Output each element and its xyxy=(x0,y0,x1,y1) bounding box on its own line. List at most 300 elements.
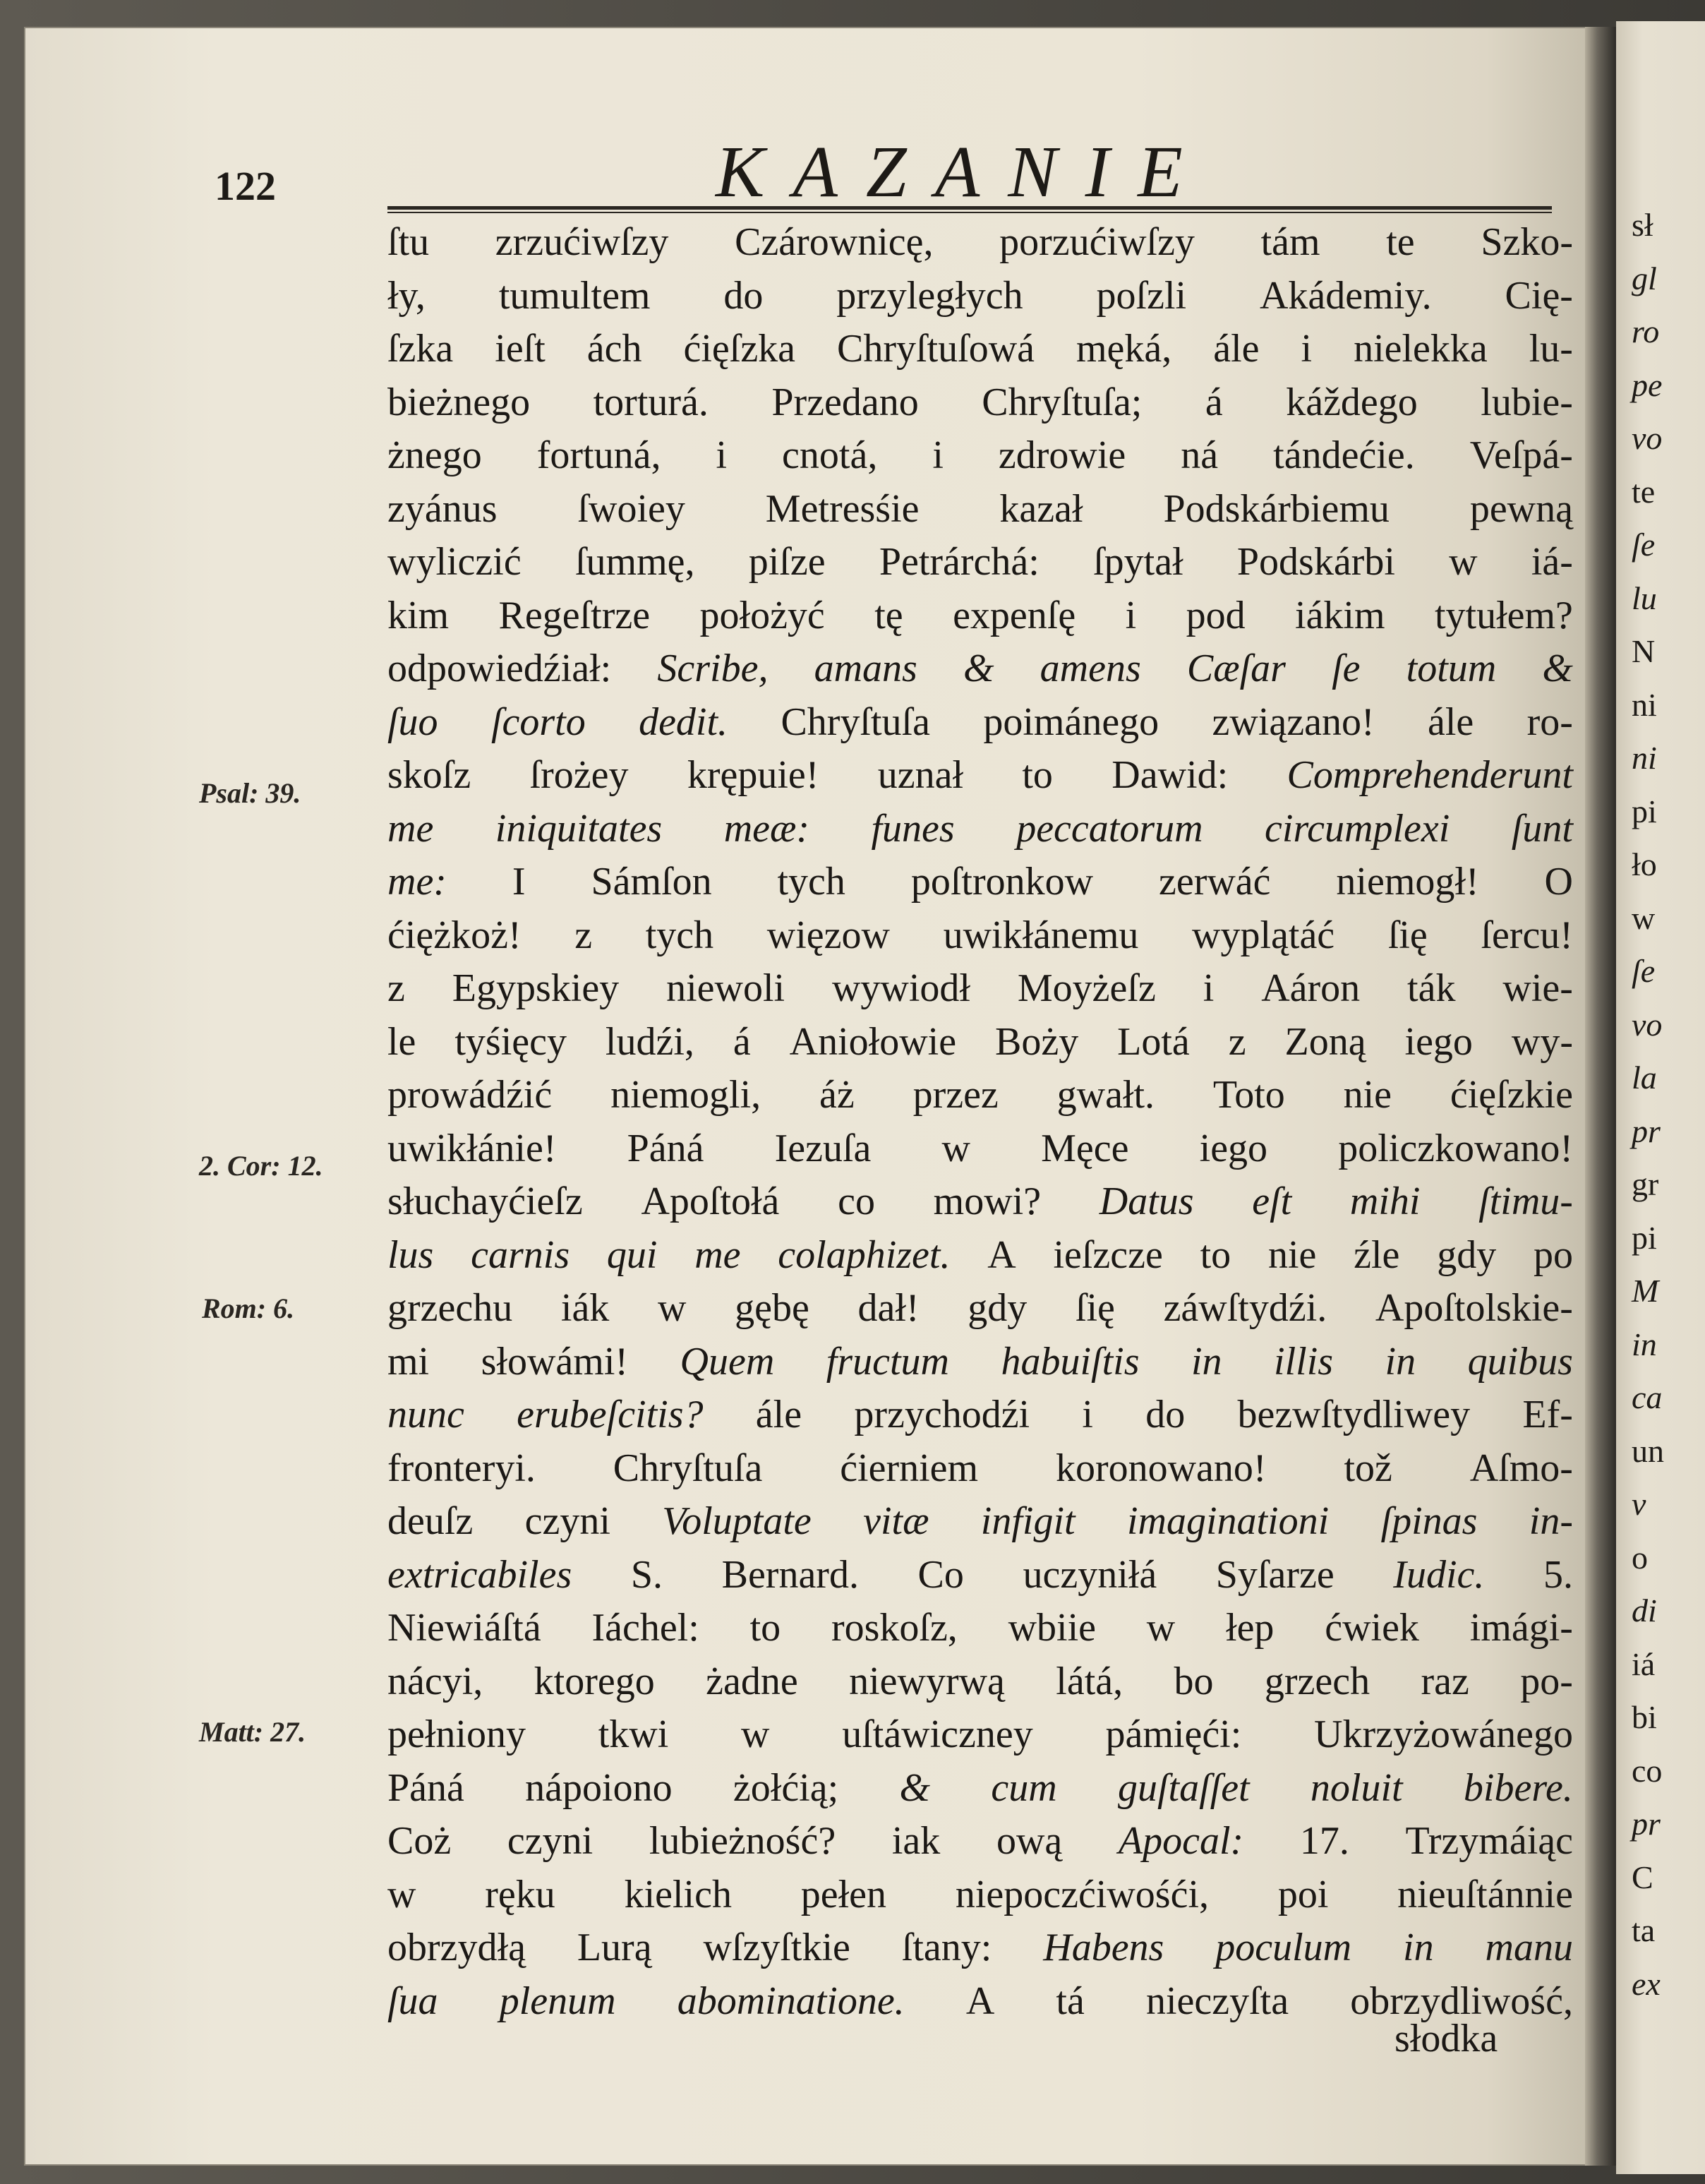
italic-word: illis xyxy=(1274,1339,1334,1384)
italic-word: Iudic. xyxy=(1393,1552,1485,1597)
text-line xyxy=(387,536,1573,589)
word: zerwáć xyxy=(1158,860,1271,904)
word: ćiężkoż! xyxy=(387,913,522,957)
text-line xyxy=(387,1336,1573,1389)
word: Lotá xyxy=(1117,1019,1190,1064)
page-header xyxy=(24,126,1613,212)
word: Dawid: xyxy=(1111,753,1229,797)
word: gdy xyxy=(1437,1232,1497,1277)
italic-word: in xyxy=(1403,1926,1434,1969)
word: i xyxy=(716,433,728,477)
word: czyni xyxy=(507,1819,594,1863)
word: mowi? xyxy=(933,1180,1042,1223)
word: tyśięcy xyxy=(454,1019,567,1064)
italic-word: amens xyxy=(1040,647,1141,690)
word: Cię- xyxy=(1505,273,1573,318)
page-body-text xyxy=(387,216,1573,2028)
text-line xyxy=(387,856,1573,909)
word: słuchayćieſz xyxy=(387,1180,583,1223)
word: odpowiedźiał: xyxy=(387,647,612,690)
word: torturá. xyxy=(593,380,709,424)
italic-word: me xyxy=(694,1232,741,1277)
facing-page-fragment: w xyxy=(1632,899,1656,936)
word: Szko- xyxy=(1481,220,1573,264)
word: imági- xyxy=(1469,1606,1573,1650)
word: iá- xyxy=(1531,540,1573,584)
word: iego xyxy=(1404,1019,1473,1064)
word: i xyxy=(932,433,944,477)
word: w xyxy=(657,1286,687,1330)
word: te xyxy=(1386,220,1415,264)
text-line xyxy=(387,429,1573,483)
italic-word: lus xyxy=(387,1232,434,1277)
italic-word: Datus xyxy=(1099,1180,1194,1223)
facing-page-fragment: in xyxy=(1632,1326,1657,1362)
facing-page-fragment: gr xyxy=(1632,1166,1659,1202)
word: dał! xyxy=(857,1286,920,1330)
facing-page-fragment: vo xyxy=(1632,1006,1663,1043)
word: prowádźić xyxy=(387,1073,553,1117)
word: wſzyſtkie xyxy=(703,1926,850,1969)
word: Metresśie xyxy=(765,486,920,531)
margin-note: 2. Cor: 12. xyxy=(199,1150,323,1182)
word: z xyxy=(387,966,405,1010)
word: pewną xyxy=(1469,486,1573,531)
facing-page-fragment: o xyxy=(1632,1539,1648,1576)
word: uſtáwiczney xyxy=(842,1712,1033,1756)
word: poimánego xyxy=(983,700,1159,744)
word: ludźi, xyxy=(605,1019,694,1064)
word: Co xyxy=(917,1552,964,1597)
word: A xyxy=(965,1979,995,2023)
word: pámięći: xyxy=(1105,1712,1242,1756)
word: cnotá, xyxy=(782,433,878,477)
word: Bernard. xyxy=(721,1552,859,1597)
text-line xyxy=(387,1175,1573,1229)
text-line xyxy=(387,1442,1573,1496)
word: policzkowano! xyxy=(1338,1126,1573,1170)
word: ro- xyxy=(1526,700,1573,744)
word: fronteryi. xyxy=(387,1446,536,1490)
word: związano! xyxy=(1212,700,1375,744)
word: po xyxy=(1533,1232,1573,1277)
italic-word: fructum xyxy=(826,1339,949,1384)
word: S. xyxy=(630,1552,663,1597)
word: iák xyxy=(560,1286,610,1330)
italic-word: ſtimu- xyxy=(1478,1180,1573,1223)
word: co xyxy=(838,1180,875,1223)
facing-page-edge xyxy=(1616,21,1705,2174)
italic-word: qui xyxy=(606,1232,658,1277)
word: deuſz xyxy=(387,1499,474,1543)
word: tá xyxy=(1056,1979,1085,2023)
word: w xyxy=(941,1126,970,1170)
italic-word: Voluptate xyxy=(662,1499,812,1543)
word: Veſpá- xyxy=(1469,433,1573,477)
margin-note: Matt: 27. xyxy=(199,1716,306,1748)
word: nie xyxy=(1343,1073,1392,1117)
word: więzow xyxy=(766,913,890,957)
word: Toto xyxy=(1212,1073,1285,1117)
text-line xyxy=(387,1069,1573,1122)
word: i xyxy=(1082,1393,1093,1436)
italic-word: erubeſcitis? xyxy=(517,1393,704,1436)
word: i xyxy=(1125,593,1137,637)
word: lubieżność? xyxy=(649,1819,836,1863)
word: iak xyxy=(891,1819,941,1863)
facing-page-fragment: un xyxy=(1632,1432,1664,1469)
word: mi xyxy=(387,1339,430,1384)
facing-page-fragment: pi xyxy=(1632,793,1657,829)
word: zrzućiwſzy xyxy=(495,220,669,264)
word: ſwoiey xyxy=(577,486,685,531)
word: bezwſtydliwey xyxy=(1237,1393,1471,1436)
text-line xyxy=(387,1708,1573,1762)
italic-word: ſcorto xyxy=(490,700,586,744)
word: Lurą xyxy=(577,1926,652,1969)
text-line xyxy=(387,270,1573,323)
word: przyległych xyxy=(836,273,1023,318)
text-line xyxy=(387,696,1573,750)
italic-word: extricabiles xyxy=(387,1552,572,1597)
italic-word: ſunt xyxy=(1511,806,1573,851)
text-line xyxy=(387,749,1573,803)
word: poſzli xyxy=(1096,273,1187,318)
facing-page-fragment: ta xyxy=(1632,1912,1656,1948)
word: wywiodł xyxy=(831,966,970,1010)
facing-page-fragment: gl xyxy=(1632,260,1657,296)
word: ręku xyxy=(485,1872,555,1916)
italic-word: dedit. xyxy=(639,700,728,744)
facing-page-fragment: ca xyxy=(1632,1379,1663,1415)
italic-word: infigit xyxy=(980,1499,1076,1543)
italic-word: circumplexi xyxy=(1265,806,1450,851)
word: męká, xyxy=(1076,327,1172,371)
word: Przedano xyxy=(771,380,919,424)
word: Podskárbiemu xyxy=(1163,486,1390,531)
word: tytułem? xyxy=(1434,593,1573,637)
italic-word: quibus xyxy=(1467,1339,1573,1384)
word: położyć xyxy=(699,593,825,637)
text-line xyxy=(387,1016,1573,1069)
word: I xyxy=(512,860,526,904)
text-line xyxy=(387,483,1573,536)
facing-page-fragment: pe xyxy=(1632,366,1663,403)
facing-page-fragment: N xyxy=(1632,633,1656,669)
text-line xyxy=(387,1495,1573,1549)
word: Sámſon xyxy=(591,860,712,904)
word: ách xyxy=(586,327,642,371)
word: Chryſtuſa; xyxy=(982,380,1143,424)
page-number: 122 xyxy=(215,163,276,209)
italic-word: Habens xyxy=(1043,1926,1164,1969)
word: uznał xyxy=(877,753,964,797)
word: w xyxy=(741,1712,770,1756)
text-line xyxy=(387,962,1573,1016)
word: ſummę, xyxy=(574,540,695,584)
word: ſię xyxy=(1075,1286,1115,1330)
word: pełen xyxy=(800,1872,887,1916)
word: A xyxy=(987,1232,1016,1277)
word: Ef- xyxy=(1522,1393,1573,1436)
word: ſzka xyxy=(387,327,454,371)
word: lu- xyxy=(1529,327,1573,371)
margin-note: Psal: 39. xyxy=(199,777,301,809)
word: łep xyxy=(1226,1606,1275,1650)
word: ćięſzkie xyxy=(1450,1073,1573,1117)
italic-word: funes xyxy=(871,806,955,851)
word: ły, xyxy=(387,273,426,318)
italic-word: totum xyxy=(1406,647,1497,690)
word: koronowano! xyxy=(1055,1446,1267,1490)
italic-word: & xyxy=(1542,647,1573,690)
word: to xyxy=(1022,753,1053,797)
word: ná xyxy=(1181,433,1219,477)
italic-word: me xyxy=(387,806,434,851)
italic-word: in xyxy=(1191,1339,1222,1384)
word: uwikłánemu xyxy=(943,913,1139,957)
italic-word: Scribe, xyxy=(657,647,769,690)
word: ſrożey xyxy=(529,753,629,797)
italic-word: Comprehenderunt xyxy=(1287,753,1573,797)
word: czyni xyxy=(524,1499,610,1543)
word: ćięſzka xyxy=(683,327,796,371)
facing-page-fragment: ſe xyxy=(1632,953,1656,989)
facing-page-fragment: ni xyxy=(1632,740,1657,776)
text-line xyxy=(387,1602,1573,1655)
word: nieuſtánnie xyxy=(1397,1872,1573,1916)
word: tych xyxy=(777,860,845,904)
italic-word: noluit xyxy=(1310,1765,1403,1810)
facing-page-fragment: pr xyxy=(1632,1112,1661,1149)
italic-word: Cæſar xyxy=(1186,647,1286,690)
word: słowámi! xyxy=(481,1339,629,1384)
italic-word: in xyxy=(1385,1339,1416,1384)
word: ieſt xyxy=(495,327,546,371)
word: tę xyxy=(874,593,903,637)
facing-page-fragment: ło xyxy=(1632,846,1657,882)
word: pod xyxy=(1186,593,1246,637)
italic-word: bibere. xyxy=(1463,1765,1573,1810)
word: Apoſtolskie- xyxy=(1375,1286,1573,1330)
word: Apoſtołá xyxy=(641,1180,780,1223)
italic-word: eſt xyxy=(1252,1180,1292,1223)
word: wy- xyxy=(1511,1019,1573,1064)
italic-word: & xyxy=(899,1765,931,1810)
italic-word: Quem xyxy=(680,1339,775,1384)
word: kazał xyxy=(999,486,1083,531)
header-rule xyxy=(387,206,1552,213)
word: ćierniem xyxy=(840,1446,979,1490)
italic-word: Apocal: xyxy=(1118,1819,1244,1863)
italic-word: in- xyxy=(1529,1499,1573,1543)
word: do xyxy=(1145,1393,1186,1436)
running-title: KAZANIE xyxy=(716,131,1211,212)
italic-word: carnis xyxy=(471,1232,570,1277)
text-line xyxy=(387,642,1573,696)
word: Aſmo- xyxy=(1469,1446,1573,1490)
text-line xyxy=(387,1388,1573,1442)
word: Boży xyxy=(995,1019,1079,1064)
book-gutter xyxy=(1585,27,1616,2166)
text-line xyxy=(387,909,1573,963)
margin-note: Rom: 6. xyxy=(202,1292,295,1324)
word: gdy xyxy=(968,1286,1028,1330)
italic-word: meæ: xyxy=(723,806,810,851)
word: uwikłánie! xyxy=(387,1126,557,1170)
text-line xyxy=(387,376,1573,430)
word: tumultem xyxy=(498,273,651,318)
word: piſze xyxy=(748,540,826,584)
word: Ukrzyżowánego xyxy=(1314,1712,1573,1756)
word: ową xyxy=(996,1819,1063,1863)
word: Czárownicę, xyxy=(735,220,934,264)
text-line xyxy=(387,216,1573,270)
word: z xyxy=(1228,1019,1246,1064)
word: tám xyxy=(1260,220,1320,264)
word: ſtu xyxy=(387,220,430,264)
facing-page-fragment: ſe xyxy=(1632,527,1656,563)
word: tych xyxy=(645,913,714,957)
italic-word: ſe xyxy=(1332,647,1361,690)
text-line xyxy=(387,803,1573,856)
word: Zoną xyxy=(1284,1019,1366,1064)
word: wyliczić xyxy=(387,540,522,584)
word: Męce xyxy=(1041,1126,1129,1170)
facing-page-fragment: pi xyxy=(1632,1219,1657,1256)
word: bieżnego xyxy=(387,380,531,424)
word: nie xyxy=(1267,1232,1317,1277)
word: ále xyxy=(1428,700,1474,744)
word: tož xyxy=(1344,1446,1392,1490)
facing-page-fragment: iá xyxy=(1632,1645,1656,1682)
word: á xyxy=(733,1019,751,1064)
facing-page-fragment: M xyxy=(1632,1273,1659,1309)
facing-page-fragment: lu xyxy=(1632,580,1657,616)
word: grzechu xyxy=(387,1286,513,1330)
word: wyplątáć xyxy=(1192,913,1335,957)
italic-word: iniquitates xyxy=(495,806,663,851)
word: z xyxy=(574,913,593,957)
text-line xyxy=(387,1229,1573,1283)
word: wie- xyxy=(1502,966,1573,1010)
facing-page-fragment: sł xyxy=(1632,207,1653,243)
facing-page-fragment: te xyxy=(1632,473,1656,510)
word: Regeſtrze xyxy=(498,593,651,637)
word: niemogł! xyxy=(1336,860,1479,904)
word: iego xyxy=(1199,1126,1268,1170)
word: Chryſtuſa xyxy=(781,700,930,744)
italic-word: ſuo xyxy=(387,700,438,744)
italic-word: cum xyxy=(991,1765,1057,1810)
text-line xyxy=(387,1282,1573,1336)
word: kim xyxy=(387,593,450,637)
word: niewyrwą xyxy=(849,1659,1005,1703)
word: nácyi, xyxy=(387,1659,483,1703)
word: tkwi xyxy=(598,1712,669,1756)
text-line xyxy=(387,323,1573,376)
word: to xyxy=(1200,1232,1231,1277)
word: Syſarze xyxy=(1215,1552,1335,1597)
facing-page-fragment: la xyxy=(1632,1060,1657,1096)
word: w xyxy=(387,1872,416,1916)
word: ſpytał xyxy=(1093,540,1183,584)
word: látá, xyxy=(1056,1659,1123,1703)
book-page xyxy=(24,27,1613,2166)
facing-page-fragment: co xyxy=(1632,1752,1663,1789)
word: nápoiono xyxy=(525,1765,673,1810)
word: obrzydliwość, xyxy=(1350,1979,1573,2023)
word: skoſz xyxy=(387,753,471,797)
word: zyánus xyxy=(387,486,498,531)
word: iákim xyxy=(1295,593,1385,637)
text-line xyxy=(387,1815,1573,1868)
italic-word: poculum xyxy=(1215,1926,1352,1969)
facing-page-fragment: vo xyxy=(1632,420,1663,456)
facing-page-fragment: v xyxy=(1632,1486,1646,1522)
facing-page-fragment: ro xyxy=(1632,313,1660,349)
italic-word: habuiſtis xyxy=(1001,1339,1140,1384)
word: nielekka xyxy=(1354,327,1488,371)
word: zdrowie xyxy=(998,433,1126,477)
italic-word: vitæ xyxy=(863,1499,929,1543)
word: Iezuſa xyxy=(774,1126,872,1170)
text-line xyxy=(387,1549,1573,1602)
word: záwſtydźi. xyxy=(1163,1286,1327,1330)
word: niewoli xyxy=(666,966,785,1010)
word: Petrárchá: xyxy=(879,540,1040,584)
word: ále xyxy=(755,1393,802,1436)
facing-page-fragment: C xyxy=(1632,1859,1653,1895)
italic-word: nunc xyxy=(387,1393,464,1436)
word: uczyniłá xyxy=(1023,1552,1157,1597)
facing-page-fragment: bi xyxy=(1632,1699,1657,1735)
word: Aáron xyxy=(1261,966,1361,1010)
word: obrzydłą xyxy=(387,1926,526,1969)
word: Coż xyxy=(387,1819,452,1863)
word: w xyxy=(1146,1606,1176,1650)
word: poſtronkow xyxy=(910,860,1094,904)
word: przez xyxy=(912,1073,999,1117)
word: Trzymáiąc xyxy=(1405,1819,1573,1863)
word: áż xyxy=(819,1073,855,1117)
word: ále xyxy=(1213,327,1260,371)
word: Páná xyxy=(387,1765,464,1810)
word: to xyxy=(749,1606,781,1650)
word: Iáchel: xyxy=(591,1606,699,1650)
word: raz xyxy=(1421,1659,1469,1703)
italic-word: guſtaſſet xyxy=(1117,1765,1250,1810)
italic-word: amans xyxy=(814,647,917,690)
word: po- xyxy=(1520,1659,1573,1703)
word: gębę xyxy=(735,1286,809,1330)
italic-word: imaginationi xyxy=(1126,1499,1330,1543)
italic-word: mihi xyxy=(1349,1180,1421,1223)
word: káždego xyxy=(1286,380,1418,424)
word: niemogli, xyxy=(610,1073,761,1117)
word: ſercu! xyxy=(1481,913,1573,957)
word: lubie- xyxy=(1481,380,1573,424)
word: poi xyxy=(1277,1872,1329,1916)
word: źle xyxy=(1354,1232,1400,1277)
word: á xyxy=(1205,380,1223,424)
word: fortuná, xyxy=(536,433,661,477)
word: grzech xyxy=(1264,1659,1370,1703)
word: krępuie! xyxy=(687,753,819,797)
text-line xyxy=(387,1655,1573,1709)
word: żnego xyxy=(387,433,482,477)
word: niepoczćiwośći, xyxy=(955,1872,1210,1916)
